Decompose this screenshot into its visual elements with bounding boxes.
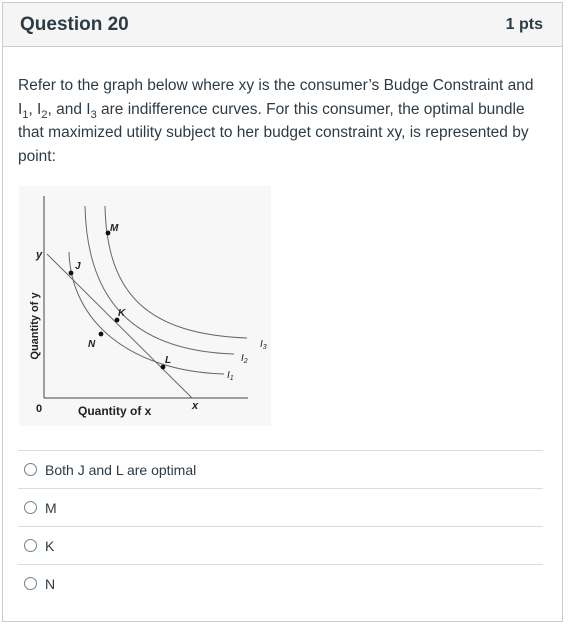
radio-button[interactable] — [24, 463, 37, 476]
question-text-subscript: 1 — [22, 108, 29, 121]
question-header — [3, 3, 562, 47]
answer-option[interactable] — [18, 526, 543, 564]
graph-svg — [19, 186, 271, 426]
question-text-part: Refer to the graph below where xy is the consumer’s Budge Constraint and I — [18, 77, 534, 118]
question-text — [18, 74, 548, 168]
question-points: 1 pts — [505, 15, 543, 33]
answer-option[interactable] — [18, 450, 543, 488]
question-title: Question 20 — [20, 13, 129, 35]
label-x-intercept: x — [192, 400, 199, 412]
answer-list — [18, 450, 543, 602]
question-text-part: , and I — [47, 100, 91, 118]
label-i1: $I_1$ — [227, 370, 234, 382]
answer-label: N — [45, 575, 56, 592]
label-i3: $I_3$ — [260, 339, 267, 351]
question-text-part: , I — [28, 100, 42, 118]
label-origin: 0 — [36, 403, 43, 415]
label-n: N — [88, 339, 96, 350]
indifference-curve-i2 — [85, 206, 234, 354]
radio-button[interactable] — [24, 577, 37, 590]
question-text-subscript: 3 — [90, 108, 97, 121]
indifference-curve-graph — [19, 186, 271, 426]
answer-label: K — [45, 537, 55, 554]
question-text-part: are indifference curves. For this consumer, the optimal bundle that maximized utility subject to her budget constraint xy, is represented by point: — [18, 100, 529, 165]
label-j: J — [75, 261, 81, 272]
answer-option[interactable] — [18, 488, 543, 526]
x-axis-label: Quantity of x — [78, 404, 152, 418]
answer-label: M — [45, 499, 57, 516]
answer-label: Both J and L are optimal — [45, 461, 197, 478]
indifference-curve-i1 — [69, 252, 224, 374]
label-l: L — [165, 355, 172, 366]
radio-button[interactable] — [24, 501, 37, 514]
point-j — [69, 271, 74, 276]
question-text-subscript: 2 — [41, 108, 48, 121]
answer-option[interactable] — [18, 564, 543, 602]
label-y-intercept: y — [36, 249, 43, 261]
label-i2: $I_2$ — [241, 353, 248, 365]
label-k: K — [118, 308, 126, 319]
label-m: M — [110, 223, 119, 234]
point-n — [99, 332, 104, 337]
y-axis-label: Quantity of y — [29, 292, 41, 360]
radio-button[interactable] — [24, 539, 37, 552]
